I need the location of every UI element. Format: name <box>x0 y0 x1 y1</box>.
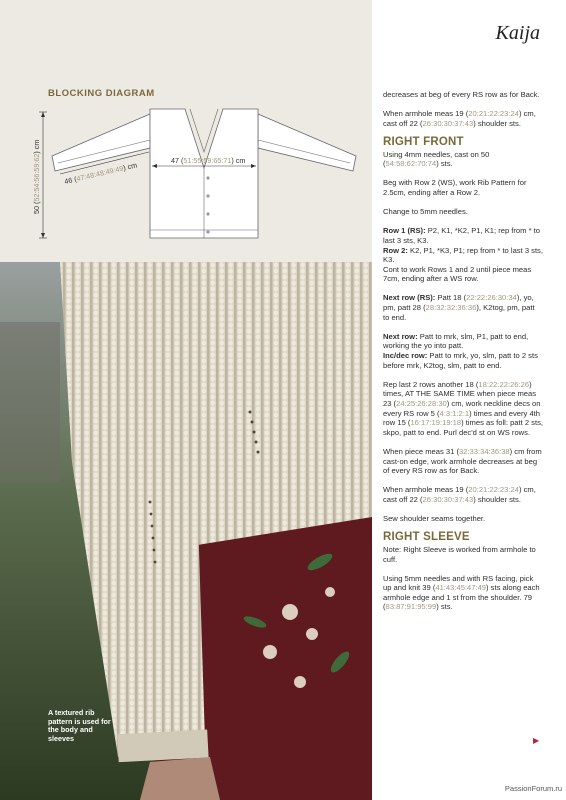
pattern-title: Kaija <box>495 22 540 44</box>
blocking-diagram-title: BLOCKING DIAGRAM <box>48 88 155 99</box>
paragraph-back-armhole: decreases at beg of every RS row as for Back. <box>383 90 540 99</box>
paragraph-sleeve-note: Note: Right Sleeve is worked from armhole to cuff. <box>383 544 536 564</box>
paragraph-rib: Beg with Row 2 (WS), work Rib Pattern for 2.5cm, ending after a Row 2. <box>383 178 527 197</box>
paragraph-rows: Row 1 (RS): P2, K1, *K2, P1, K1; rep from * to last 3 sts, K3. Row 2: K2, P1, *K3, P1; rep from * to last 3 sts, K3. Cont to work Rows 1 and 2 until piece meas 7cm, ending after a WS row. <box>383 226 543 284</box>
paragraph-next-row-rs: Next row (RS): Patt 18 (22:22:26:30:34), yo, pm, patt 28 (28:32:32:36:36), K2tog, pm, patt to end. <box>383 293 535 322</box>
paragraph-cast-on: Using 4mm needles, cast on 50 (54:58:62:70:74) sts. <box>383 149 490 169</box>
photo-caption: A textured rib pattern is used for the body and sleeves <box>48 708 111 743</box>
paragraph-next-row: Next row: Patt to mrk, slm, P1, patt to end, working the yo into patt. Inc/dec row: Patt to mrk, yo, slm, patt to 2 sts before mrk, K2tog, slm, patt to end. <box>383 331 538 370</box>
width-dimension-label: 47 (51:55:59:65:71) cm <box>171 156 246 165</box>
blocking-diagram <box>25 100 370 250</box>
heading-right-sleeve: RIGHT SLEEVE <box>383 531 470 544</box>
heading-right-front: RIGHT FRONT <box>383 135 464 148</box>
paragraph-armhole: When piece meas 31 (32:33:34:36:38) cm from cast-on edge, work armhole decreases at beg of every RS row as for Back. <box>383 446 542 476</box>
sleeve-dimension-label: 46 (47:48:48:49:49) cm <box>63 160 138 186</box>
sweater-body <box>178 262 372 547</box>
paragraph-repeat: Rep last 2 rows another 18 (18:22:22:26:26) times, AT THE SAME TIME when piece meas 23 (24:25:26:28:30) cm, work neckline decs on every RS row 5 (4:3:1:2:1) times and every 4th row 15 (16:17:19:19:18) times as foll: patt 2 sts, skpo, patt to end. Purl dec'd st on WS rows. <box>383 379 543 437</box>
diagram-panel <box>0 0 372 262</box>
paragraph-shoulder: When armhole meas 19 (20:21:22:23:24) cm, cast off 22 (26:30:30:37:43) shoulder sts. <box>383 485 536 504</box>
paragraph-back-shoulder: When armhole meas 19 (20:21:22:23:24) cm, cast off 22 (26:30:30:37:43) shoulder sts. <box>383 109 536 128</box>
paragraph-sew: Sew shoulder seams together. <box>383 514 486 524</box>
length-dimension-label: 50 (52:54:56:59:62) cm <box>32 139 41 214</box>
paragraph-needles: Change to 5mm needles. <box>383 207 468 217</box>
watermark: PassionForum.ru <box>504 784 562 793</box>
instructions-column <box>383 90 543 622</box>
right-sleeve-shape <box>258 114 356 171</box>
model-photo <box>0 262 372 800</box>
paragraph-pick-up: Using 5mm needles and with RS facing, pick up and knit 39 (41:43:45:47:49) sts along each armhole edge and 1 st from the shoulder. 79 (83:87:91:95:99) sts. <box>383 573 540 612</box>
triangle-right-icon: ▶ <box>533 736 540 745</box>
